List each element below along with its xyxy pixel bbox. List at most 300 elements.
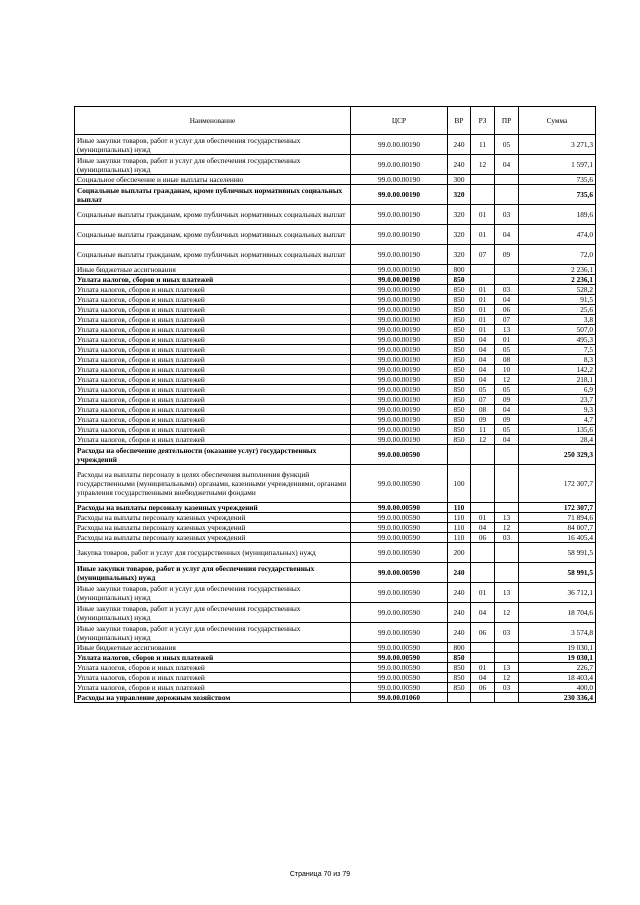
cell-csr: 99.0.00.00590 [351, 533, 448, 543]
cell-csr: 99.0.00.00190 [351, 265, 448, 275]
cell-sum: 16 405,4 [519, 533, 596, 543]
cell-pr [495, 275, 519, 285]
cell-rz: 01 [471, 305, 495, 315]
cell-csr: 99.0.00.00190 [351, 375, 448, 385]
cell-csr: 99.0.00.00190 [351, 315, 448, 325]
cell-name: Расходы на обеспечение деятельности (оказание услуг) государственных учреждений [75, 445, 351, 465]
cell-rz: 08 [471, 405, 495, 415]
table-row [75, 155, 596, 175]
cell-rz: 04 [471, 603, 495, 623]
cell-sum: 172 307,7 [519, 503, 596, 513]
cell-csr: 99.0.00.00590 [351, 623, 448, 643]
cell-rz: 06 [471, 533, 495, 543]
table-row [75, 523, 596, 533]
table-row [75, 325, 596, 335]
cell-pr: 09 [495, 245, 519, 265]
cell-sum: 507,0 [519, 325, 596, 335]
table-row [75, 435, 596, 445]
cell-name: Уплата налогов, сборов и иных платежей [75, 653, 351, 663]
cell-rz: 11 [471, 135, 495, 155]
cell-vr: 850 [448, 325, 471, 335]
cell-vr: 850 [448, 415, 471, 425]
cell-sum: 3,8 [519, 315, 596, 325]
cell-sum: 28,4 [519, 435, 596, 445]
cell-rz [471, 563, 495, 583]
table-row [75, 513, 596, 523]
cell-pr: 12 [495, 523, 519, 533]
cell-csr: 99.0.00.00190 [351, 405, 448, 415]
cell-name: Социальные выплаты гражданам, кроме публичных нормативных социальных выплат [75, 185, 351, 205]
table-row [75, 225, 596, 245]
cell-sum: 25,6 [519, 305, 596, 315]
cell-rz: 07 [471, 395, 495, 405]
cell-name: Уплата налогов, сборов и иных платежей [75, 285, 351, 295]
cell-name: Расходы на выплаты персоналу казенных учреждений [75, 533, 351, 543]
cell-pr: 04 [495, 225, 519, 245]
cell-name: Уплата налогов, сборов и иных платежей [75, 415, 351, 425]
cell-name: Расходы на выплаты персоналу казенных учреждений [75, 513, 351, 523]
cell-rz [471, 643, 495, 653]
cell-csr: 99.0.00.00590 [351, 673, 448, 683]
table-row [75, 305, 596, 315]
table-row [75, 533, 596, 543]
table-row [75, 663, 596, 673]
cell-name: Уплата налогов, сборов и иных платежей [75, 355, 351, 365]
cell-name: Иные бюджетные ассигнования [75, 643, 351, 653]
cell-name: Уплата налогов, сборов и иных платежей [75, 405, 351, 415]
cell-vr: 320 [448, 185, 471, 205]
table-row [75, 543, 596, 563]
cell-name: Социальные выплаты гражданам, кроме публичных нормативных социальных выплат [75, 205, 351, 225]
cell-rz: 04 [471, 523, 495, 533]
cell-name: Уплата налогов, сборов и иных платежей [75, 395, 351, 405]
cell-name: Уплата налогов, сборов и иных платежей [75, 663, 351, 673]
table-header-row [75, 107, 596, 135]
cell-name: Иные закупки товаров, работ и услуг для обеспечения государственных (муниципальных) нужд [75, 155, 351, 175]
cell-pr [495, 643, 519, 653]
cell-name: Уплата налогов, сборов и иных платежей [75, 295, 351, 305]
cell-rz [471, 693, 495, 703]
cell-vr: 200 [448, 543, 471, 563]
cell-pr: 09 [495, 395, 519, 405]
cell-sum: 91,5 [519, 295, 596, 305]
table-row [75, 445, 596, 465]
cell-pr [495, 563, 519, 583]
cell-sum: 2 236,1 [519, 265, 596, 275]
cell-name: Уплата налогов, сборов и иных платежей [75, 275, 351, 285]
cell-pr [495, 185, 519, 205]
cell-pr [495, 693, 519, 703]
cell-csr: 99.0.00.00190 [351, 185, 448, 205]
cell-vr: 320 [448, 245, 471, 265]
cell-pr: 13 [495, 663, 519, 673]
cell-vr: 240 [448, 623, 471, 643]
cell-csr: 99.0.00.00590 [351, 543, 448, 563]
cell-name: Уплата налогов, сборов и иных платежей [75, 305, 351, 315]
cell-csr: 99.0.00.00190 [351, 295, 448, 305]
cell-vr: 110 [448, 503, 471, 513]
cell-pr: 04 [495, 155, 519, 175]
cell-rz [471, 543, 495, 563]
cell-rz: 01 [471, 285, 495, 295]
cell-pr: 13 [495, 583, 519, 603]
cell-rz: 04 [471, 335, 495, 345]
cell-sum: 250 329,3 [519, 445, 596, 465]
cell-name: Уплата налогов, сборов и иных платежей [75, 385, 351, 395]
cell-rz: 06 [471, 683, 495, 693]
cell-csr: 99.0.00.00190 [351, 175, 448, 185]
table-row [75, 583, 596, 603]
cell-rz: 01 [471, 295, 495, 305]
table-row [75, 415, 596, 425]
cell-sum: 6,9 [519, 385, 596, 395]
cell-name: Уплата налогов, сборов и иных платежей [75, 673, 351, 683]
table-row [75, 683, 596, 693]
table-row [75, 135, 596, 155]
cell-sum: 58 991,5 [519, 563, 596, 583]
cell-csr: 99.0.00.00190 [351, 355, 448, 365]
cell-rz: 04 [471, 365, 495, 375]
cell-pr [495, 543, 519, 563]
cell-sum: 23,7 [519, 395, 596, 405]
budget-table [74, 106, 596, 703]
cell-rz: 01 [471, 315, 495, 325]
table-row [75, 653, 596, 663]
cell-rz [471, 275, 495, 285]
cell-pr: 12 [495, 375, 519, 385]
table-row [75, 335, 596, 345]
table-row [75, 465, 596, 503]
table-row [75, 673, 596, 683]
table-row [75, 603, 596, 623]
cell-csr: 99.0.00.00190 [351, 245, 448, 265]
cell-csr: 99.0.00.00590 [351, 465, 448, 503]
table-row [75, 355, 596, 365]
cell-pr: 01 [495, 335, 519, 345]
header-vr: ВР [448, 107, 471, 135]
cell-rz: 04 [471, 375, 495, 385]
cell-vr: 850 [448, 683, 471, 693]
cell-csr: 99.0.00.00590 [351, 583, 448, 603]
cell-vr: 110 [448, 513, 471, 523]
cell-pr [495, 445, 519, 465]
cell-sum: 1 597,1 [519, 155, 596, 175]
cell-pr: 03 [495, 285, 519, 295]
cell-name: Закупка товаров, работ и услуг для государственных (муниципальных) нужд [75, 543, 351, 563]
table-row [75, 345, 596, 355]
table-row [75, 285, 596, 295]
cell-rz: 01 [471, 205, 495, 225]
cell-pr [495, 653, 519, 663]
table-row [75, 375, 596, 385]
cell-vr: 850 [448, 345, 471, 355]
cell-rz: 12 [471, 155, 495, 175]
cell-vr: 850 [448, 305, 471, 315]
cell-csr: 99.0.00.00190 [351, 155, 448, 175]
cell-csr: 99.0.00.00190 [351, 415, 448, 425]
cell-pr: 05 [495, 135, 519, 155]
table-body [75, 135, 596, 703]
cell-rz [471, 465, 495, 503]
table-row [75, 245, 596, 265]
cell-vr: 850 [448, 375, 471, 385]
cell-rz [471, 445, 495, 465]
header-sum: Сумма [519, 107, 596, 135]
cell-vr: 100 [448, 465, 471, 503]
cell-csr: 99.0.00.00190 [351, 205, 448, 225]
cell-csr: 99.0.00.00590 [351, 663, 448, 673]
cell-csr: 99.0.00.00590 [351, 513, 448, 523]
cell-vr: 110 [448, 533, 471, 543]
table-row [75, 425, 596, 435]
cell-name: Иные закупки товаров, работ и услуг для обеспечения государственных (муниципальных) нужд [75, 583, 351, 603]
cell-vr: 850 [448, 335, 471, 345]
cell-csr: 99.0.00.00190 [351, 335, 448, 345]
cell-sum: 226,7 [519, 663, 596, 673]
table-row [75, 395, 596, 405]
cell-name: Социальное обеспечение и иные выплаты населению [75, 175, 351, 185]
cell-sum: 3 271,3 [519, 135, 596, 155]
cell-sum: 18 704,6 [519, 603, 596, 623]
cell-vr: 240 [448, 583, 471, 603]
cell-name: Социальные выплаты гражданам, кроме публичных нормативных социальных выплат [75, 225, 351, 245]
cell-csr: 99.0.00.00190 [351, 365, 448, 375]
cell-sum: 218,1 [519, 375, 596, 385]
cell-sum: 18 403,4 [519, 673, 596, 683]
cell-vr: 850 [448, 315, 471, 325]
cell-csr: 99.0.00.00190 [351, 275, 448, 285]
cell-pr [495, 503, 519, 513]
cell-pr: 04 [495, 405, 519, 415]
cell-vr: 110 [448, 523, 471, 533]
table-row [75, 265, 596, 275]
cell-csr: 99.0.00.00590 [351, 603, 448, 623]
cell-sum: 2 236,1 [519, 275, 596, 285]
cell-sum: 230 336,4 [519, 693, 596, 703]
cell-vr [448, 445, 471, 465]
cell-name: Уплата налогов, сборов и иных платежей [75, 325, 351, 335]
cell-name: Уплата налогов, сборов и иных платежей [75, 365, 351, 375]
table-row [75, 185, 596, 205]
cell-rz: 04 [471, 673, 495, 683]
cell-rz: 11 [471, 425, 495, 435]
cell-pr: 06 [495, 305, 519, 315]
cell-name: Иные закупки товаров, работ и услуг для обеспечения государственных (муниципальных) нужд [75, 603, 351, 623]
cell-sum: 9,3 [519, 405, 596, 415]
cell-pr: 05 [495, 345, 519, 355]
cell-rz: 12 [471, 435, 495, 445]
cell-csr: 99.0.00.00590 [351, 643, 448, 653]
page-footer: Страница 70 из 79 [289, 871, 351, 878]
cell-sum: 142,2 [519, 365, 596, 375]
cell-sum: 135,6 [519, 425, 596, 435]
cell-vr: 300 [448, 175, 471, 185]
cell-sum: 495,3 [519, 335, 596, 345]
cell-sum: 189,6 [519, 205, 596, 225]
cell-rz: 05 [471, 385, 495, 395]
cell-csr: 99.0.00.00190 [351, 325, 448, 335]
cell-csr: 99.0.00.00190 [351, 385, 448, 395]
cell-rz: 01 [471, 583, 495, 603]
cell-vr: 850 [448, 385, 471, 395]
cell-pr [495, 265, 519, 275]
cell-vr: 850 [448, 275, 471, 285]
cell-rz: 07 [471, 245, 495, 265]
header-pr: ПР [495, 107, 519, 135]
cell-pr [495, 465, 519, 503]
cell-rz [471, 175, 495, 185]
cell-sum: 400,0 [519, 683, 596, 693]
cell-pr: 04 [495, 435, 519, 445]
cell-csr: 99.0.00.00190 [351, 225, 448, 245]
cell-sum: 735,6 [519, 185, 596, 205]
cell-name: Уплата налогов, сборов и иных платежей [75, 375, 351, 385]
cell-sum: 58 991,5 [519, 543, 596, 563]
cell-rz: 01 [471, 225, 495, 245]
cell-rz [471, 653, 495, 663]
table-row [75, 175, 596, 185]
cell-pr: 12 [495, 673, 519, 683]
cell-csr: 99.0.00.00190 [351, 305, 448, 315]
cell-pr: 05 [495, 385, 519, 395]
header-rz: РЗ [471, 107, 495, 135]
cell-sum: 7,5 [519, 345, 596, 355]
table-row [75, 295, 596, 305]
cell-rz: 09 [471, 415, 495, 425]
table-row [75, 563, 596, 583]
cell-vr: 850 [448, 365, 471, 375]
cell-rz: 01 [471, 663, 495, 673]
cell-csr: 99.0.00.00190 [351, 395, 448, 405]
cell-vr: 850 [448, 673, 471, 683]
cell-rz [471, 503, 495, 513]
cell-name: Уплата налогов, сборов и иных платежей [75, 345, 351, 355]
cell-pr: 07 [495, 315, 519, 325]
cell-name: Уплата налогов, сборов и иных платежей [75, 435, 351, 445]
table-row [75, 503, 596, 513]
cell-sum: 36 712,1 [519, 583, 596, 603]
cell-sum: 19 030,1 [519, 643, 596, 653]
cell-name: Расходы на управление дорожным хозяйством [75, 693, 351, 703]
cell-sum: 528,2 [519, 285, 596, 295]
cell-csr: 99.0.00.00190 [351, 285, 448, 295]
cell-name: Социальные выплаты гражданам, кроме публичных нормативных социальных выплат [75, 245, 351, 265]
cell-name: Расходы на выплаты персоналу казенных учреждений [75, 523, 351, 533]
cell-vr: 320 [448, 205, 471, 225]
cell-pr: 08 [495, 355, 519, 365]
cell-name: Уплата налогов, сборов и иных платежей [75, 315, 351, 325]
table-row [75, 405, 596, 415]
cell-rz: 01 [471, 325, 495, 335]
cell-vr: 240 [448, 155, 471, 175]
table-row [75, 385, 596, 395]
cell-sum: 8,3 [519, 355, 596, 365]
cell-csr: 99.0.00.00190 [351, 435, 448, 445]
cell-name: Иные закупки товаров, работ и услуг для обеспечения государственных (муниципальных) нужд [75, 563, 351, 583]
cell-pr: 04 [495, 295, 519, 305]
cell-sum: 4,7 [519, 415, 596, 425]
cell-csr: 99.0.00.00590 [351, 563, 448, 583]
table-row [75, 275, 596, 285]
cell-vr: 240 [448, 563, 471, 583]
table-row [75, 693, 596, 703]
cell-csr: 99.0.00.00590 [351, 503, 448, 513]
cell-name: Уплата налогов, сборов и иных платежей [75, 335, 351, 345]
cell-vr: 850 [448, 663, 471, 673]
cell-pr: 10 [495, 365, 519, 375]
cell-rz: 04 [471, 355, 495, 365]
cell-sum: 84 007,7 [519, 523, 596, 533]
cell-sum: 72,0 [519, 245, 596, 265]
header-csr: ЦСР [351, 107, 448, 135]
cell-pr: 05 [495, 425, 519, 435]
cell-rz: 04 [471, 345, 495, 355]
cell-csr: 99.0.00.00190 [351, 135, 448, 155]
table-row [75, 315, 596, 325]
cell-vr: 240 [448, 135, 471, 155]
cell-sum: 19 030,1 [519, 653, 596, 663]
cell-pr: 09 [495, 415, 519, 425]
cell-vr: 850 [448, 355, 471, 365]
cell-vr: 320 [448, 225, 471, 245]
cell-csr: 99.0.00.00590 [351, 523, 448, 533]
cell-vr: 800 [448, 265, 471, 275]
cell-name: Иные закупки товаров, работ и услуг для обеспечения государственных (муниципальных) нужд [75, 135, 351, 155]
table-row [75, 365, 596, 375]
cell-csr: 99.0.00.00590 [351, 653, 448, 663]
cell-name: Иные бюджетные ассигнования [75, 265, 351, 275]
cell-vr [448, 693, 471, 703]
cell-vr: 850 [448, 435, 471, 445]
cell-pr: 03 [495, 623, 519, 643]
cell-name: Расходы на выплаты персоналу казенных учреждений [75, 503, 351, 513]
cell-vr: 240 [448, 603, 471, 623]
cell-csr: 99.0.00.00590 [351, 683, 448, 693]
cell-sum: 3 574,8 [519, 623, 596, 643]
cell-csr: 99.0.00.00190 [351, 425, 448, 435]
cell-vr: 850 [448, 395, 471, 405]
cell-csr: 99.0.00.01060 [351, 693, 448, 703]
cell-rz: 06 [471, 623, 495, 643]
cell-pr [495, 175, 519, 185]
table-row [75, 643, 596, 653]
cell-name: Уплата налогов, сборов и иных платежей [75, 683, 351, 693]
cell-sum: 735,6 [519, 175, 596, 185]
cell-name: Расходы на выплаты персоналу в целях обеспечения выполнения функций государственными (муниципальными) органами, казенными учреждениями, органами управления государственными внебюджетными фондами [75, 465, 351, 503]
cell-vr: 800 [448, 643, 471, 653]
cell-vr: 850 [448, 405, 471, 415]
cell-pr: 13 [495, 325, 519, 335]
cell-sum: 474,0 [519, 225, 596, 245]
cell-rz [471, 265, 495, 275]
cell-name: Уплата налогов, сборов и иных платежей [75, 425, 351, 435]
cell-csr: 99.0.00.00590 [351, 445, 448, 465]
cell-pr: 03 [495, 533, 519, 543]
cell-rz [471, 185, 495, 205]
cell-sum: 71 894,6 [519, 513, 596, 523]
cell-vr: 850 [448, 653, 471, 663]
cell-name: Иные закупки товаров, работ и услуг для обеспечения государственных (муниципальных) нужд [75, 623, 351, 643]
cell-pr: 03 [495, 205, 519, 225]
cell-csr: 99.0.00.00190 [351, 345, 448, 355]
table-row [75, 205, 596, 225]
cell-pr: 03 [495, 683, 519, 693]
cell-pr: 13 [495, 513, 519, 523]
cell-vr: 850 [448, 425, 471, 435]
cell-sum: 172 307,7 [519, 465, 596, 503]
cell-pr: 12 [495, 603, 519, 623]
table-row [75, 623, 596, 643]
